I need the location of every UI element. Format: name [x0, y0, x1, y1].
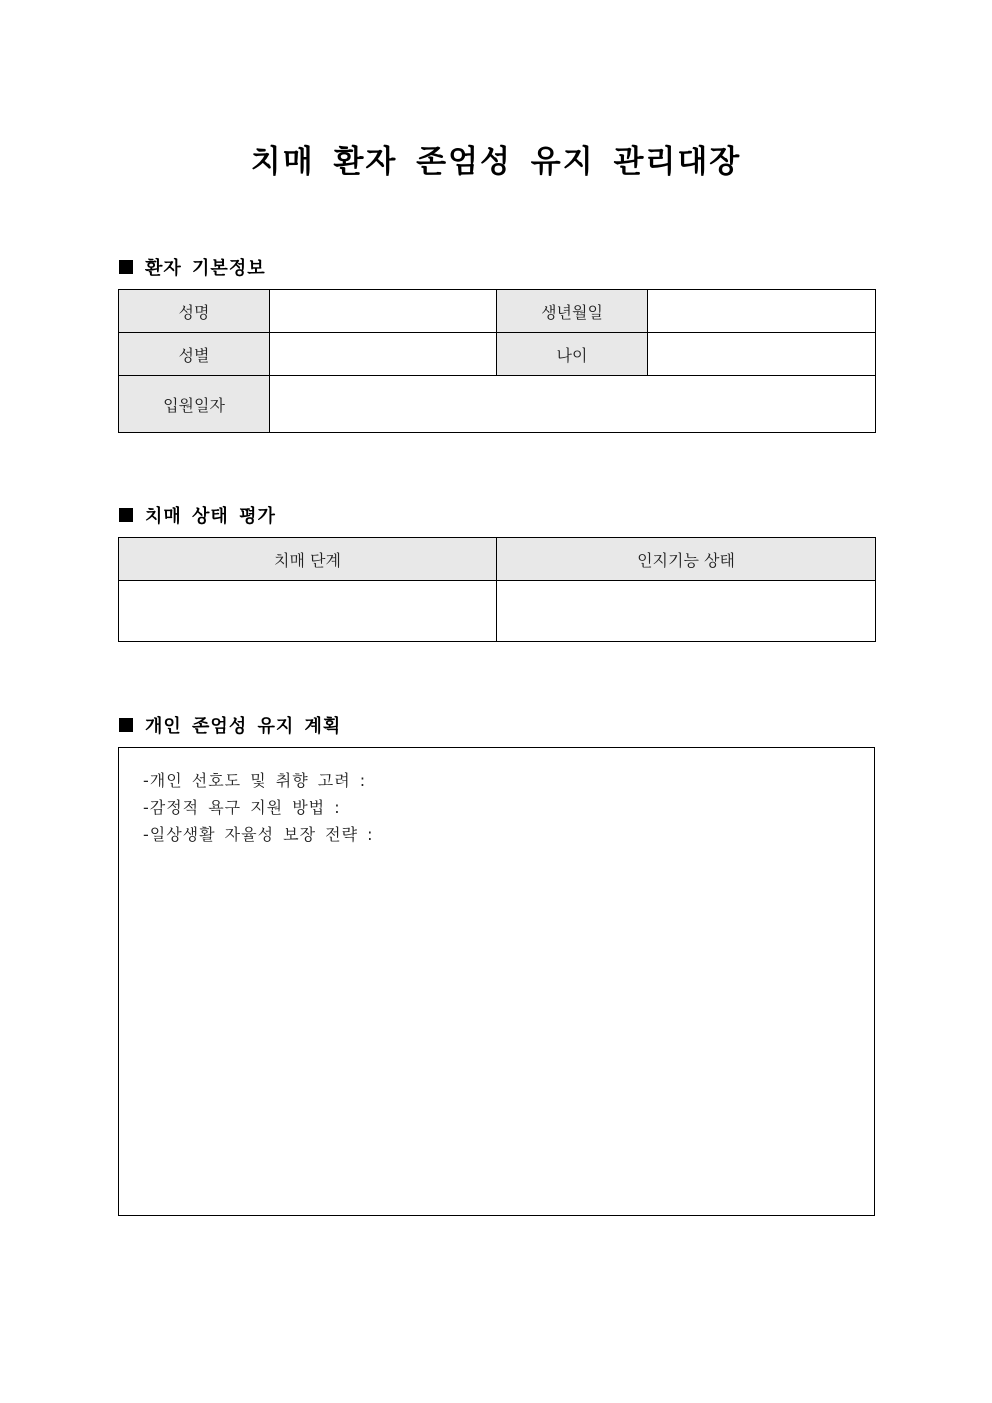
table-row: [119, 290, 876, 333]
birthdate-label: 생년월일: [497, 290, 648, 333]
dementia-status-heading: [119, 502, 276, 528]
table-row: [119, 581, 876, 642]
dementia-status-table: [118, 537, 876, 642]
age-label: 나이: [497, 333, 648, 376]
basic-info-heading: [119, 254, 266, 280]
table-row: [119, 333, 876, 376]
name-field[interactable]: [270, 290, 497, 333]
dignity-plan-heading-text: 개인 존엄성 유지 계획: [145, 716, 342, 737]
square-bullet-icon: [119, 718, 133, 732]
dementia-stage-field[interactable]: [119, 581, 497, 642]
gender-label: 성별: [119, 333, 270, 376]
dementia-stage-header: 치매 단계: [119, 538, 497, 581]
square-bullet-icon: [119, 260, 133, 274]
cognitive-status-field[interactable]: [497, 581, 876, 642]
admission-date-label: 입원일자: [119, 376, 270, 433]
dignity-plan-heading: [119, 712, 341, 738]
name-label: 성명: [119, 290, 270, 333]
dementia-status-heading-text: 치매 상태 평가: [145, 506, 276, 527]
dignity-plan-box[interactable]: [118, 747, 875, 1216]
basic-info-heading-text: 환자 기본정보: [145, 258, 266, 279]
cognitive-status-header: 인지기능 상태: [497, 538, 876, 581]
autonomy-strategy-line: -일상생활 자율성 보장 전략 :: [143, 825, 374, 844]
birthdate-field[interactable]: [648, 290, 876, 333]
age-field[interactable]: [648, 333, 876, 376]
table-header-row: [119, 538, 876, 581]
basic-info-table: [118, 289, 876, 433]
emotional-support-line: -감정적 욕구 지원 방법 :: [143, 798, 341, 817]
table-row: [119, 376, 876, 433]
gender-field[interactable]: [270, 333, 497, 376]
square-bullet-icon: [119, 508, 133, 522]
admission-date-field[interactable]: [270, 376, 876, 433]
page-title: 치매 환자 존엄성 유지 관리대장: [250, 144, 742, 180]
preference-line: -개인 선호도 및 취향 고려 :: [143, 771, 367, 790]
